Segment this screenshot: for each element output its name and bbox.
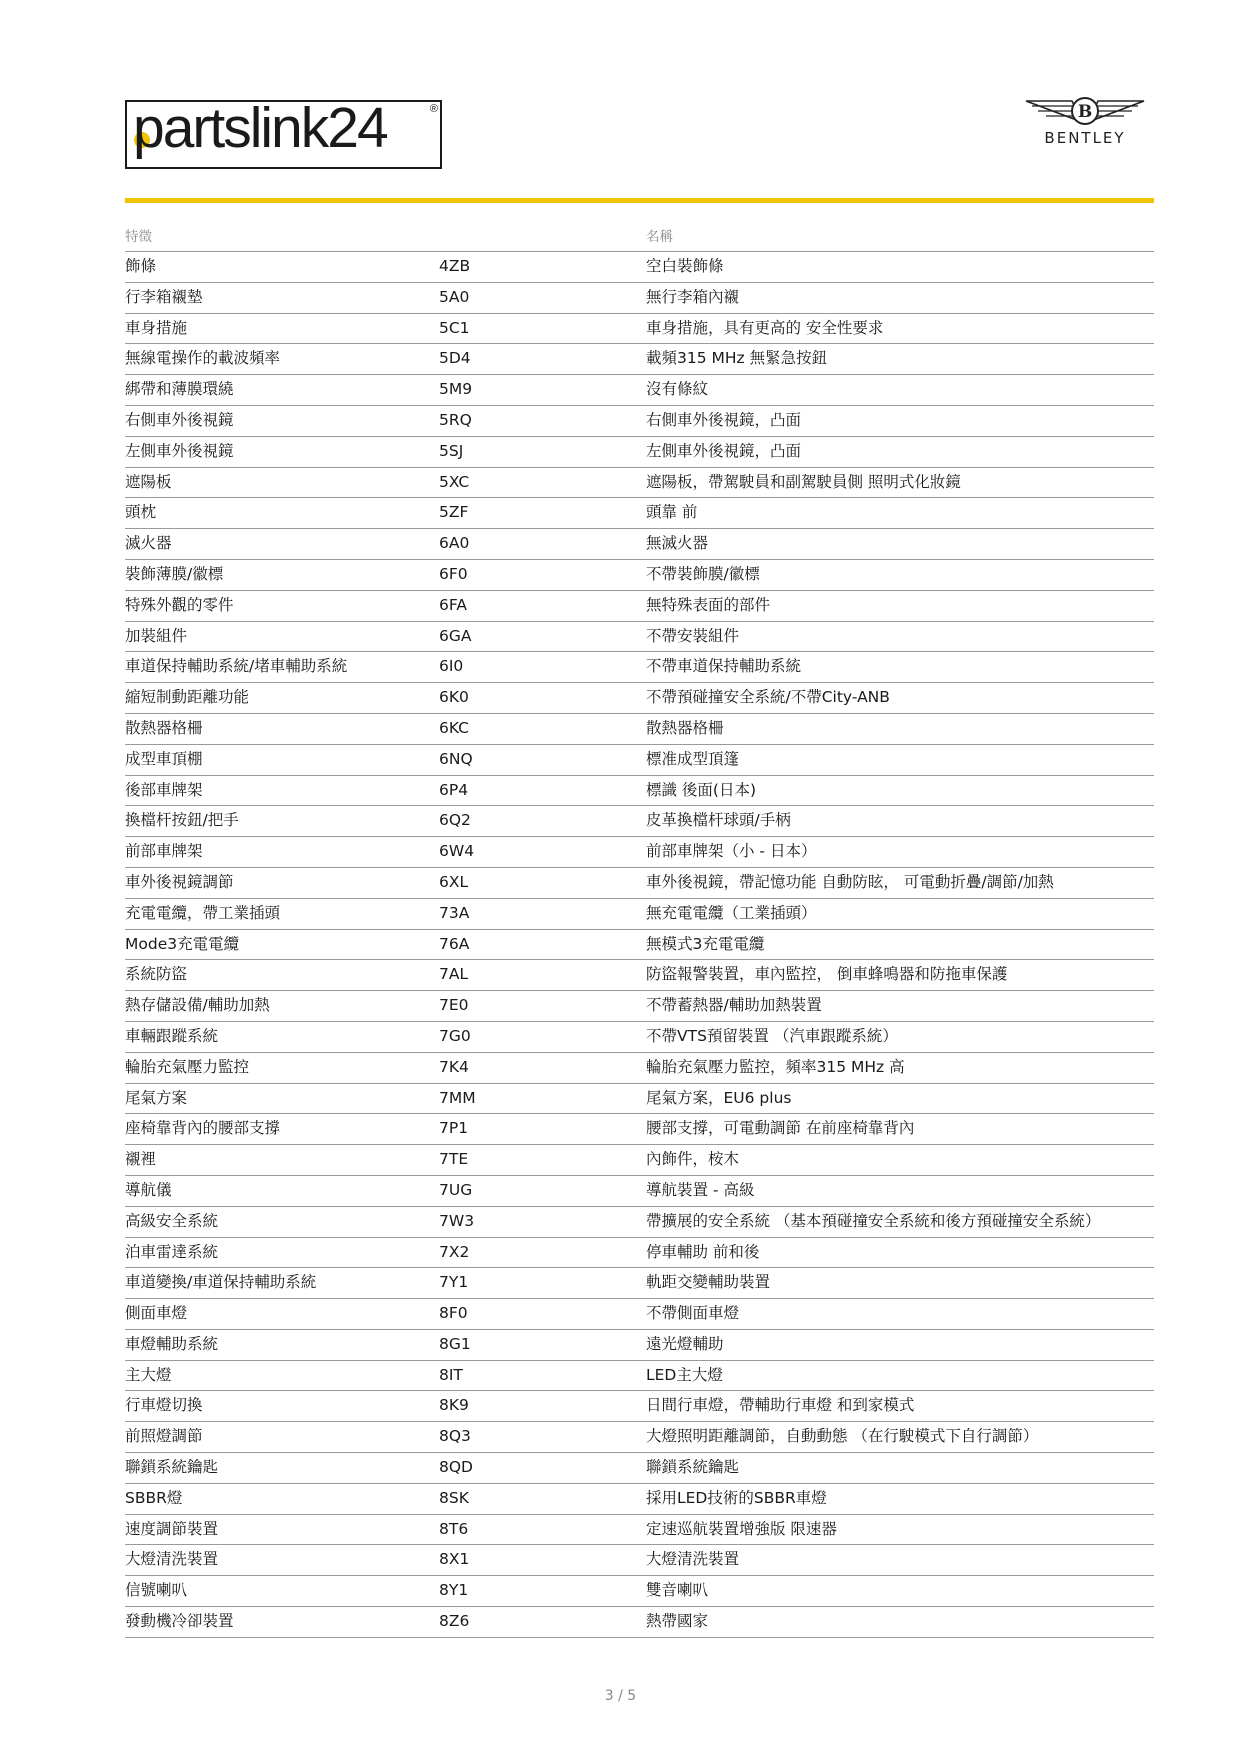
table-row <box>125 437 1154 468</box>
row-name: 頭靠 前 <box>646 503 698 522</box>
row-feature: Mode3充電電纜 <box>125 934 240 953</box>
row-feature: 成型車頂棚 <box>125 749 203 768</box>
table-row <box>125 498 1154 529</box>
table-row <box>125 1176 1154 1207</box>
row-feature: 尾氣方案 <box>125 1088 188 1107</box>
table-row <box>125 1391 1154 1422</box>
row-code: 6P4 <box>439 780 469 799</box>
table-row <box>125 1453 1154 1484</box>
row-feature: 充電電纜，帶工業插頭 <box>125 903 281 922</box>
row-code: 6KC <box>439 718 470 737</box>
row-code: 6XL <box>439 872 469 891</box>
row-name: 不帶側面車燈 <box>646 1304 740 1323</box>
row-name: 無滅火器 <box>646 534 709 553</box>
table-row <box>125 1022 1154 1053</box>
row-code: 7G0 <box>439 1026 471 1045</box>
row-code: 8F0 <box>439 1304 468 1323</box>
row-code: 5A0 <box>439 287 470 306</box>
row-name: 沒有條紋 <box>646 380 709 399</box>
row-name: 尾氣方案，EU6 plus <box>646 1088 792 1107</box>
row-name: 車身措施，具有更高的 安全性要求 <box>646 318 884 337</box>
row-name: LED主大燈 <box>646 1365 723 1384</box>
row-code: 8X1 <box>439 1550 470 1569</box>
row-name: 車外後視鏡，帶記憶功能 自動防眩， 可電動折疊/調節/加熱 <box>646 872 1054 891</box>
row-name: 帶擴展的安全系統 （基本預碰撞安全系統和後方預碰撞安全系統） <box>646 1211 1101 1230</box>
row-name: 無行李箱內襯 <box>646 287 740 306</box>
row-name: 不帶蓄熱器/輔助加熱裝置 <box>646 996 822 1015</box>
row-feature: 車道保持輔助系統/堵車輔助系統 <box>125 657 348 676</box>
row-code: 7AL <box>439 965 469 984</box>
logo-registered-mark: ® <box>429 103 438 115</box>
row-code: 5RQ <box>439 410 472 429</box>
row-feature: 換檔杆按鈕/把手 <box>125 811 239 830</box>
row-code: 8Z6 <box>439 1612 470 1631</box>
row-feature: 泊車雷達系統 <box>125 1242 219 1261</box>
table-row <box>125 1053 1154 1084</box>
row-code: 7MM <box>439 1088 476 1107</box>
row-feature: 散熱器格柵 <box>125 718 203 737</box>
table-row <box>125 622 1154 653</box>
table-row <box>125 1607 1154 1638</box>
row-code: 8K9 <box>439 1396 469 1415</box>
row-name: 遮陽板，帶駕駛員和副駕駛員側 照明式化妝鏡 <box>646 472 961 491</box>
row-feature: 信號喇叭 <box>125 1581 188 1600</box>
table-row <box>125 1299 1154 1330</box>
table-row <box>125 1330 1154 1361</box>
row-feature: 加裝組件 <box>125 626 188 645</box>
row-code: 6Q2 <box>439 811 471 830</box>
row-name: 無充電電纜（工業插頭） <box>646 903 817 922</box>
row-feature: 前部車牌架 <box>125 842 203 861</box>
table-row <box>125 868 1154 899</box>
row-code: 8Q3 <box>439 1427 471 1446</box>
table-row <box>125 1515 1154 1546</box>
row-feature: 輪胎充氣壓力監控 <box>125 1057 250 1076</box>
row-name: 散熱器格柵 <box>646 718 724 737</box>
table-row <box>125 560 1154 591</box>
row-code: 6FA <box>439 595 467 614</box>
row-name: 無模式3充電電纜 <box>646 934 765 953</box>
logo-text: partslink24 <box>133 96 387 160</box>
table-row <box>125 375 1154 406</box>
row-feature: 綁帶和薄膜環繞 <box>125 380 234 399</box>
row-code: 6F0 <box>439 564 468 583</box>
row-code: 7TE <box>439 1150 469 1169</box>
row-feature: 襯裡 <box>125 1150 157 1169</box>
row-name: 不帶車道保持輔助系統 <box>646 657 802 676</box>
row-feature: 行車燈切換 <box>125 1396 203 1415</box>
row-code: 6NQ <box>439 749 473 768</box>
table-row <box>125 960 1154 991</box>
row-name: 標識 後面(日本) <box>646 780 757 799</box>
table-header <box>125 224 1154 252</box>
table-row <box>125 899 1154 930</box>
table-row <box>125 529 1154 560</box>
row-code: 6I0 <box>439 657 464 676</box>
row-name: 不帶預碰撞安全系統/不帶City-ANB <box>646 688 890 707</box>
row-code: 7E0 <box>439 996 469 1015</box>
table-row <box>125 1545 1154 1576</box>
row-name: 定速巡航裝置增強版 限速器 <box>646 1519 837 1538</box>
row-feature: 特殊外觀的零件 <box>125 595 234 614</box>
row-feature: 大燈清洗裝置 <box>125 1550 219 1569</box>
bentley-logo <box>1020 97 1150 157</box>
row-code: 6W4 <box>439 842 475 861</box>
row-code: 8QD <box>439 1458 473 1477</box>
table-row <box>125 591 1154 622</box>
row-feature: 車外後視鏡調節 <box>125 872 234 891</box>
row-code: 7X2 <box>439 1242 470 1261</box>
row-feature: 側面車燈 <box>125 1304 188 1323</box>
table-row <box>125 837 1154 868</box>
row-feature: 左側車外後視鏡 <box>125 441 234 460</box>
row-name: 內飾件，桉木 <box>646 1150 740 1169</box>
row-code: 7K4 <box>439 1057 469 1076</box>
table-row <box>125 252 1154 283</box>
table-row <box>125 406 1154 437</box>
table-row <box>125 1145 1154 1176</box>
row-code: 7Y1 <box>439 1273 469 1292</box>
table-row <box>125 683 1154 714</box>
table-row <box>125 991 1154 1022</box>
row-feature: 行李箱襯墊 <box>125 287 203 306</box>
row-name: 停車輔助 前和後 <box>646 1242 760 1261</box>
row-name: 熱帶國家 <box>646 1612 709 1631</box>
row-code: 8SK <box>439 1488 469 1507</box>
row-name: 大燈清洗裝置 <box>646 1550 740 1569</box>
table-row <box>125 468 1154 499</box>
row-feature: 裝飾薄膜/徽標 <box>125 564 224 583</box>
row-feature: 右側車外後視鏡 <box>125 410 234 429</box>
table-row <box>125 930 1154 961</box>
equipment-table <box>125 224 1154 1638</box>
table-row <box>125 1084 1154 1115</box>
row-name: 大燈照明距離調節，自動動態 （在行駛模式下自行調節） <box>646 1427 1039 1446</box>
row-feature: 熱存儲設備/輔助加熱 <box>125 996 270 1015</box>
bentley-wings-icon <box>1024 97 1146 127</box>
row-feature: 系統防盜 <box>125 965 188 984</box>
row-name: 不帶裝飾膜/徽標 <box>646 564 760 583</box>
row-feature: 前照燈調節 <box>125 1427 203 1446</box>
row-code: 5D4 <box>439 349 471 368</box>
row-name: 右側車外後視鏡，凸面 <box>646 410 802 429</box>
row-code: 73A <box>439 903 470 922</box>
row-name: 載頻315 MHz 無緊急按鈕 <box>646 349 828 368</box>
row-name: 採用LED技術的SBBR車燈 <box>646 1488 827 1507</box>
row-feature: 車燈輔助系統 <box>125 1334 219 1353</box>
row-feature: 座椅靠背內的腰部支撐 <box>125 1119 281 1138</box>
table-row <box>125 776 1154 807</box>
table-row <box>125 314 1154 345</box>
row-feature: 頭枕 <box>125 503 157 522</box>
row-name: 前部車牌架（小 - 日本） <box>646 842 817 861</box>
table-row <box>125 344 1154 375</box>
header-accent-bar <box>125 198 1154 203</box>
row-name: 腰部支撐，可電動調節 在前座椅靠背內 <box>646 1119 915 1138</box>
table-row <box>125 745 1154 776</box>
row-feature: 無線電操作的載波頻率 <box>125 349 281 368</box>
table-row <box>125 1207 1154 1238</box>
row-name: 不帶安裝組件 <box>646 626 740 645</box>
row-name: 遠光燈輔助 <box>646 1334 724 1353</box>
table-row <box>125 1238 1154 1269</box>
row-feature: 後部車牌架 <box>125 780 203 799</box>
row-name: 皮革換檔杆球頭/手柄 <box>646 811 791 830</box>
row-code: 8G1 <box>439 1334 471 1353</box>
row-feature: 車輛跟蹤系統 <box>125 1026 219 1045</box>
table-row <box>125 652 1154 683</box>
row-code: 7P1 <box>439 1119 469 1138</box>
brand-name: BENTLEY <box>1044 129 1126 147</box>
row-code: 5ZF <box>439 503 469 522</box>
row-name: 輪胎充氣壓力監控，頻率315 MHz 高 <box>646 1057 905 1076</box>
row-feature: 發動機冷卻裝置 <box>125 1612 234 1631</box>
page-number: 3 / 5 <box>604 1688 637 1704</box>
row-code: 5SJ <box>439 441 464 460</box>
row-code: 7UG <box>439 1180 473 1199</box>
header-feature: 特徵 <box>125 229 152 245</box>
row-feature: 遮陽板 <box>125 472 172 491</box>
table-row <box>125 1361 1154 1392</box>
bentley-badge-letter: B <box>1077 102 1093 122</box>
row-code: 5XC <box>439 472 470 491</box>
row-feature: 主大燈 <box>125 1365 172 1384</box>
row-name: 不帶VTS預留裝置 （汽車跟蹤系統） <box>646 1026 898 1045</box>
row-name: 左側車外後視鏡，凸面 <box>646 441 802 460</box>
row-code: 6A0 <box>439 534 470 553</box>
row-code: 5M9 <box>439 380 473 399</box>
row-feature: 飾條 <box>125 257 157 275</box>
row-name: 雙音喇叭 <box>646 1581 709 1600</box>
row-code: 76A <box>439 934 470 953</box>
row-feature: 車身措施 <box>125 318 188 337</box>
row-name: 導航裝置 - 高級 <box>646 1180 755 1199</box>
partslink24-logo <box>125 96 442 169</box>
row-name: 標准成型頂篷 <box>646 749 740 768</box>
row-name: 無特殊表面的部件 <box>646 595 771 614</box>
row-name: 日間行車燈，帶輔助行車燈 和到家模式 <box>646 1396 915 1415</box>
row-code: 5C1 <box>439 318 470 337</box>
row-code: 6K0 <box>439 688 469 707</box>
row-feature: SBBR燈 <box>125 1488 183 1507</box>
row-code: 8IT <box>439 1365 463 1384</box>
table-row <box>125 1576 1154 1607</box>
row-code: 8Y1 <box>439 1581 469 1600</box>
table-body <box>125 252 1154 1638</box>
row-feature: 縮短制動距離功能 <box>125 688 250 707</box>
row-feature: 速度調節裝置 <box>125 1519 219 1538</box>
row-feature: 高級安全系統 <box>125 1211 219 1230</box>
table-row <box>125 1114 1154 1145</box>
row-code: 6GA <box>439 626 472 645</box>
row-feature: 聯鎖系統鑰匙 <box>125 1458 219 1477</box>
table-row <box>125 1422 1154 1453</box>
row-feature: 導航儀 <box>125 1180 172 1199</box>
table-row <box>125 1268 1154 1299</box>
row-code: 4ZB <box>439 257 471 275</box>
row-feature: 滅火器 <box>125 534 172 553</box>
row-name: 聯鎖系統鑰匙 <box>646 1458 740 1477</box>
header-name: 名稱 <box>646 229 673 245</box>
table-row <box>125 283 1154 314</box>
row-code: 7W3 <box>439 1211 475 1230</box>
table-row <box>125 714 1154 745</box>
row-feature: 車道變換/車道保持輔助系統 <box>125 1273 317 1292</box>
row-name: 軌距交變輔助裝置 <box>646 1273 771 1292</box>
row-name: 空白裝飾條 <box>646 257 724 275</box>
row-name: 防盜報警裝置，車內監控， 倒車蜂鳴器和防拖車保護 <box>646 965 1008 984</box>
row-code: 8T6 <box>439 1519 469 1538</box>
table-row <box>125 1484 1154 1515</box>
table-row <box>125 806 1154 837</box>
